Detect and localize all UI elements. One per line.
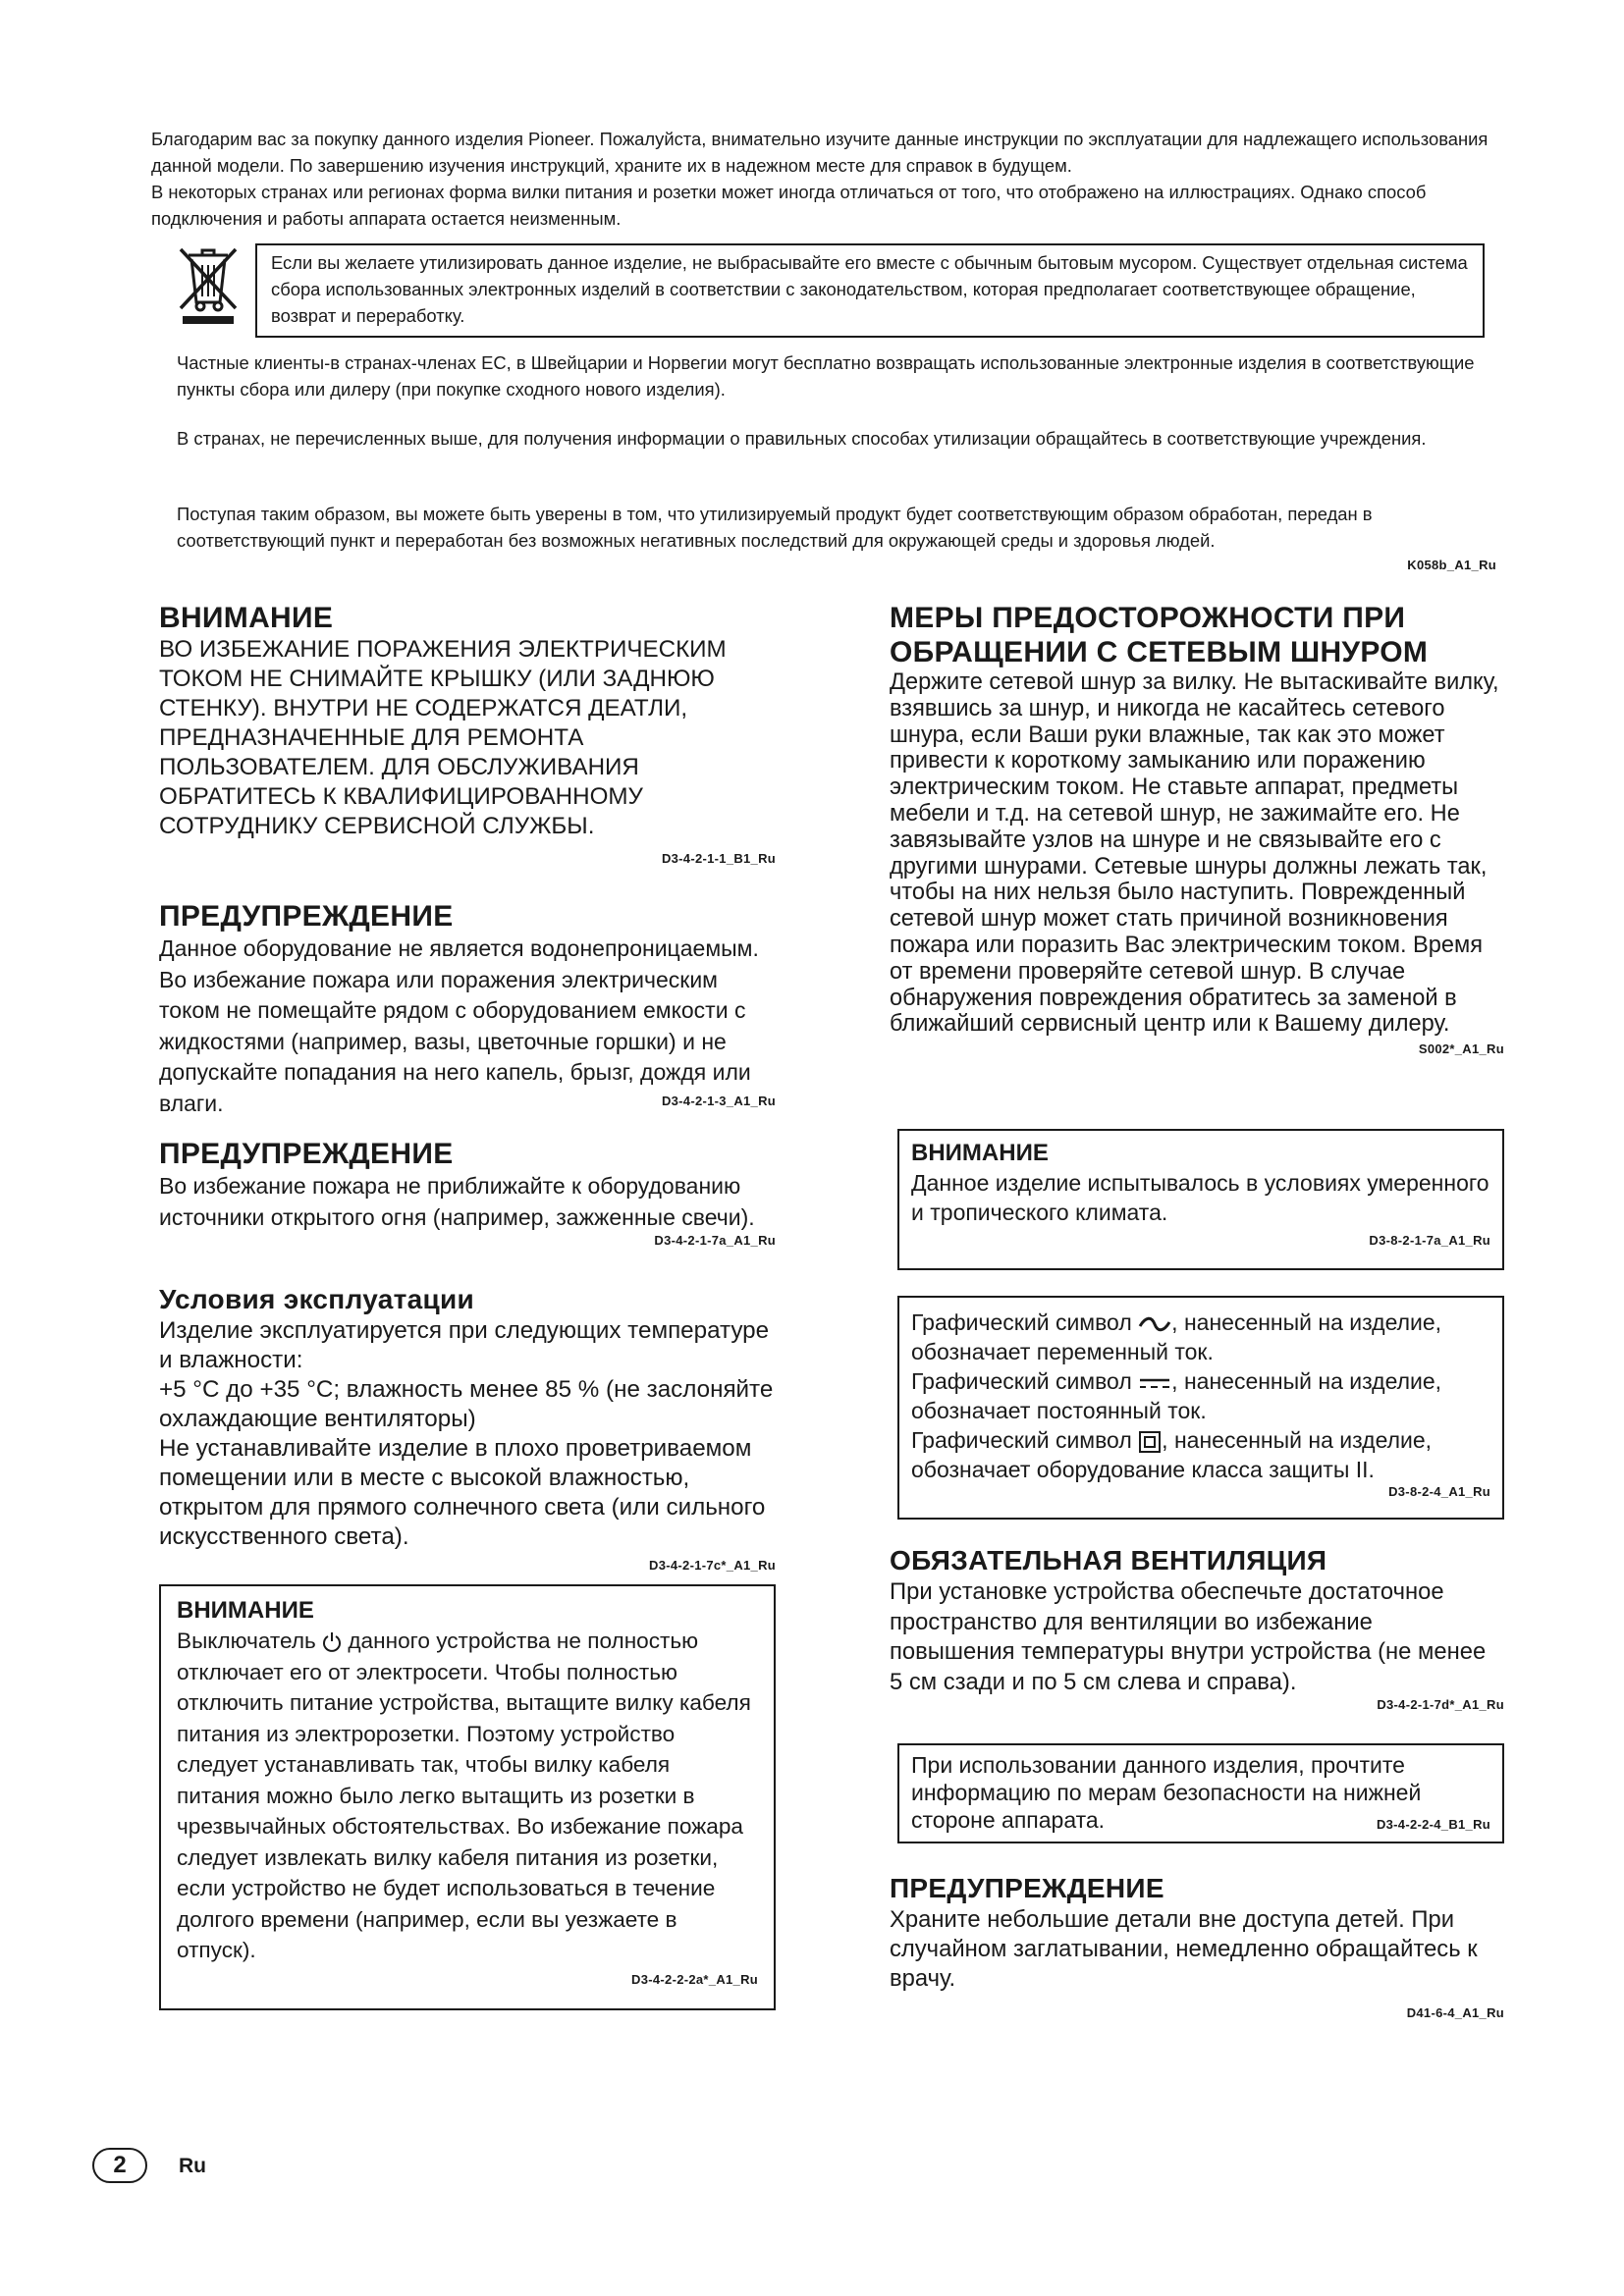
box-body: Данное изделие испытывалось в условиях умеренного и тропического климата.: [911, 1170, 1489, 1225]
box-body: [177, 1626, 758, 1966]
section-warning-fire: [159, 1137, 776, 1248]
box-body-pre: Выключатель: [177, 1629, 316, 1653]
box-title: ВНИМАНИЕ: [177, 1597, 314, 1624]
section-body: Данное оборудование не является водонепроницаемым. Во избежание пожара или поражения электрическим током не помещайте рядом с оборудованием емкости с жидкостями (например, вазы, цветочные горшки) и не допускайте попадания на него капель, брызг, дождя или влаги.: [159, 935, 759, 1116]
weee-code: K058b_A1_Ru: [1407, 558, 1496, 572]
class-ii-symbol-icon: [1138, 1430, 1162, 1454]
weee-paragraph-2: В странах, не перечисленных выше, для получения информации о правильных способах утилизации обращайтесь в соответствующие учреждения.: [177, 428, 1427, 449]
section-operating-conditions: [159, 1282, 776, 1573]
page-number: 2: [92, 2148, 147, 2183]
section-body: ВО ИЗБЕЖАНИЕ ПОРАЖЕНИЯ ЭЛЕКТРИЧЕСКИМ ТОКОМ НЕ СНИМАЙТЕ КРЫШКУ (ИЛИ ЗАДНЮЮ СТЕНКУ). ВНУТРИ НЕ СОДЕРЖАТСЯ ДЕАТЛИ, ПРЕДНАЗНАЧЕННЫЕ ДЛЯ РЕМОНТА ПОЛЬЗОВАТЕЛЕМ. ДЛЯ ОБСЛУЖИВАНИЯ ОБРАТИТЕСЬ К КВАЛИФИЦИРОВАННОМУ СОТРУДНИКУ СЕРВИСНОЙ СЛУЖБЫ.: [159, 636, 727, 839]
section-title: Условия эксплуатации: [159, 1284, 474, 1314]
symbol-text-post: , нанесенный на изделие, обозначает переменный ток.: [911, 1309, 1442, 1364]
symbols-box: [897, 1296, 1504, 1520]
section-body-2: +5 °C до +35 °C; влажность менее 85 % (не заслоняйте охлаждающие вентиляторы): [159, 1376, 774, 1432]
box-code: D3-8-2-1-7a_A1_Ru: [1369, 1233, 1490, 1248]
symbol-text-pre: Графический символ: [911, 1427, 1132, 1453]
section-code: D41-6-4_A1_Ru: [1406, 2005, 1504, 2020]
symbol-line-ac: [911, 1308, 1490, 1366]
box-code: D3-4-2-2-4_B1_Ru: [1376, 1817, 1490, 1832]
page-language: Ru: [179, 2155, 206, 2177]
crossed-bin-icon: [173, 241, 244, 326]
section-code: D3-4-2-1-7c*_A1_Ru: [649, 1558, 776, 1573]
section-body: Во избежание пожара не приближайте к оборудованию источники открытого огня (например, зажженные свечи).: [159, 1173, 755, 1230]
intro-paragraph-2: В некоторых странах или регионах форма вилки питания и розетки может иногда отличаться от того, что отображено на иллюстрациях. Однако способ подключения и работы аппарата остается неизменным.: [151, 182, 1427, 229]
symbol-text-post: , нанесенный на изделие, обозначает постоянный ток.: [911, 1368, 1442, 1423]
section-power-cord: [890, 601, 1504, 1056]
section-code: S002*_A1_Ru: [1418, 1041, 1504, 1057]
section-ventilation: [890, 1543, 1504, 1712]
box-body: При использовании данного изделия, прочтите информацию по мерам безопасности на нижней стороне аппарата.: [911, 1752, 1422, 1833]
section-warning-water: [159, 899, 776, 1119]
symbol-text-pre: Графический символ: [911, 1368, 1132, 1394]
power-icon: [322, 1631, 342, 1653]
section-body: Храните небольшие детали вне доступа детей. При случайном заглатывании, немедленно обращайтесь к врачу.: [890, 1906, 1478, 1992]
section-code: D3-4-2-1-3_A1_Ru: [661, 1094, 776, 1108]
dc-symbol-icon: [1138, 1374, 1171, 1392]
weee-paragraph-1: Частные клиенты-в странах-членах ЕС, в Швейцарии и Норвегии могут бесплатно возвращать использованные электронные изделия в соответствующие пункты сбора или дилеру (при покупке сходного нового изделия).: [177, 352, 1475, 400]
box-title: ВНИМАНИЕ: [911, 1140, 1049, 1166]
intro-paragraph-1: Благодарим вас за покупку данного изделия Pioneer. Пожалуйста, внимательно изучите данные инструкции по эксплуатации для надлежащего использования данной модели. По завершению изучения инструкций, храните их в надежном месте для справок в будущем.: [151, 129, 1489, 176]
ac-symbol-icon: [1138, 1315, 1171, 1333]
symbol-line-class2: [911, 1425, 1490, 1484]
section-title: ОБЯЗАТЕЛЬНАЯ ВЕНТИЛЯЦИЯ: [890, 1545, 1327, 1575]
section-title: ПРЕДУПРЕЖДЕНИЕ: [159, 1138, 454, 1170]
safety-info-box: [897, 1743, 1504, 1843]
section-code: D3-4-2-1-7a_A1_Ru: [654, 1233, 776, 1248]
weee-box-text: Если вы желаете утилизировать данное изделие, не выбрасывайте его вместе с обычным бытовым мусором. Существует отдельная система сбора использованных электронных изделий в соответствии с законодательством, которая предполагает соответствующее обращение, возврат и переработку.: [271, 252, 1468, 326]
power-switch-caution-box: [159, 1584, 776, 2010]
section-title: ПРЕДУПРЕЖДЕНИЕ: [159, 900, 454, 933]
section-body: При установке устройства обеспечьте достаточное пространство для вентиляции во избежание повышения температуры внутри устройства (не менее 5 см сзади и по 5 см слева и справа).: [890, 1578, 1487, 1695]
section-title: МЕРЫ ПРЕДОСТОРОЖНОСТИ ПРИ ОБРАЩЕНИИ С СЕТЕВЫМ ШНУРОМ: [890, 602, 1429, 668]
symbol-text-post: , нанесенный на изделие, обозначает оборудование класса защиты II.: [911, 1427, 1433, 1482]
weee-paragraph-3: Поступая таким образом, вы можете быть уверены в том, что утилизируемый продукт будет соответствующим образом обработан, передан в соответствующий пункт и переработан без возможных негативных последствий для окружающей среды и здоровья людей.: [177, 504, 1373, 551]
section-body: Держите сетевой шнур за вилку. Не вытаскивайте вилку, взявшись за шнур, и никогда не касайтесь сетевого шнура, если Ваши руки влажные, так как это может привести к короткому замыканию или поражению электрическим током. Не ставьте аппарат, предметы мебели и т.д. на сетевой шнур, не зажимайте его. Не завязывайте узлов на шнуре и не связывайте его с другими шнурами. Сетевые шнуры должны лежать так, чтобы на них нельзя было наступить. Поврежденный сетевой шнур может стать причиной возникновения пожара или поразить Вас электрическим током. Время от времени проверяйте сетевой шнур. В случае обнаружения повреждения обратитесь за заменой в ближайший сервисный центр или к Вашему дилеру.: [890, 669, 1499, 1038]
intro-text: [151, 126, 1496, 232]
weee-notice-box: [255, 243, 1485, 338]
section-caution-cover: [159, 601, 776, 866]
symbol-text-pre: Графический символ: [911, 1309, 1132, 1335]
box-code: D3-4-2-2-2a*_A1_Ru: [631, 1971, 758, 1987]
section-small-parts: [890, 1871, 1504, 2020]
section-code: D3-4-2-1-1_B1_Ru: [661, 851, 776, 866]
section-code: D3-4-2-1-7d*_A1_Ru: [1377, 1697, 1504, 1712]
section-title: ВНИМАНИЕ: [159, 602, 334, 634]
symbol-line-dc: [911, 1366, 1490, 1425]
section-title: ПРЕДУПРЕЖДЕНИЕ: [890, 1873, 1164, 1903]
section-body-1: Изделие эксплуатируется при следующих температуре и влажности:: [159, 1317, 770, 1373]
climate-caution-box: [897, 1129, 1504, 1270]
box-code: D3-8-2-4_A1_Ru: [1388, 1484, 1490, 1499]
box-body-post: данного устройства не полностью отключает его от электросети. Чтобы полностью отключить питание устройства, вытащите вилку кабеля питания из электророзетки. Поэтому устройство следует устанавливать так, чтобы вилку кабеля питания можно было легко вытащить из розетки в чрезвычайных обстоятельствах. Во избежание пожара следует извлекать вилку кабеля питания из розетки, если устройство не будет использоваться в течение долгого времени (например, если вы уезжаете в отпуск).: [177, 1629, 751, 1962]
section-body-3: Не устанавливайте изделие в плохо проветриваемом помещении или в месте с высокой влажностью, открытом для прямого солнечного света (или сильного искусственного света).: [159, 1435, 766, 1550]
